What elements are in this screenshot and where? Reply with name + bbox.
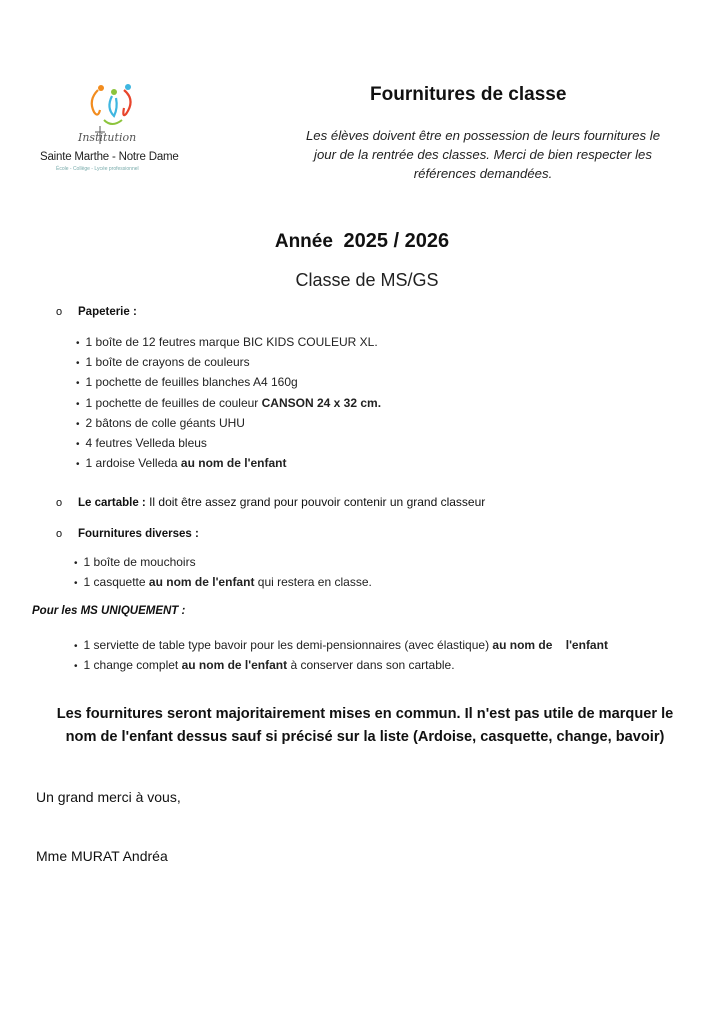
- intro-line: références demandées.: [413, 166, 553, 181]
- diverses-list: [74, 553, 372, 593]
- cartable-text: Il doit être assez grand pour pouvoir contenir un grand classeur: [145, 495, 486, 509]
- list-item: • 1 pochette de feuilles de couleur CANSON 24 x 32 cm.: [76, 394, 381, 414]
- ms-list: [74, 636, 608, 676]
- page-title: Fournitures de classe: [370, 84, 567, 105]
- list-item: • 1 boîte de mouchoirs: [74, 553, 372, 573]
- circle-bullet-icon: o: [56, 306, 63, 318]
- list-item: • 1 change complet au nom de l'enfant à conserver dans son cartable.: [74, 656, 608, 676]
- section-ms-heading: Pour les MS UNIQUEMENT :: [32, 605, 186, 617]
- intro-text: [268, 126, 698, 183]
- closing-thanks: Un grand merci à vous,: [36, 789, 181, 805]
- logo-script-text: Institution: [78, 131, 137, 144]
- list-item: • 2 bâtons de colle géants UHU: [76, 414, 381, 434]
- list-item: • 1 boîte de crayons de couleurs: [76, 353, 381, 373]
- section-title: Fournitures diverses :: [78, 528, 199, 540]
- circle-bullet-icon: o: [56, 497, 63, 509]
- papeterie-list: [76, 333, 381, 474]
- school-logo-icon: [38, 78, 198, 178]
- section-cartable: [56, 495, 485, 509]
- note-line: nom de l'enfant dessus sauf si précisé sur la liste (Ardoise, casquette, change, bavoir): [65, 729, 665, 745]
- year-value: 2025 / 2026: [343, 230, 450, 252]
- list-item: • 1 casquette au nom de l'enfant qui restera en classe.: [74, 573, 372, 593]
- list-item: • 4 feutres Velleda bleus: [76, 434, 381, 454]
- school-year: [0, 230, 724, 253]
- signature: Mme MURAT Andréa: [36, 848, 168, 864]
- shared-supplies-note: [20, 703, 710, 749]
- note-line: Les fournitures seront majoritairement mises en commun. Il n'est pas utile de marquer le: [56, 706, 674, 722]
- logo-school-name: Sainte Marthe - Notre Dame: [40, 151, 179, 163]
- list-item: • 1 pochette de feuilles blanches A4 160g: [76, 373, 381, 393]
- section-title: Le cartable :: [78, 497, 146, 509]
- intro-line: Les élèves doivent être en possession de leurs fournitures le: [305, 128, 661, 143]
- section-diverses-heading: [56, 528, 199, 540]
- section-papeterie-heading: [56, 306, 137, 318]
- list-item: • 1 ardoise Velleda au nom de l'enfant: [76, 454, 381, 474]
- year-label: Année: [274, 231, 333, 252]
- circle-bullet-icon: o: [56, 528, 63, 540]
- intro-line: jour de la rentrée des classes. Merci de bien respecter les: [314, 147, 652, 162]
- list-item: • 1 serviette de table type bavoir pour les demi-pensionnaires (avec élastique) au nom de l'enfant: [74, 636, 608, 656]
- logo-subtitle: École - Collège - Lycée professionnel: [56, 166, 139, 172]
- class-name: Classe de MS/GS: [295, 270, 439, 290]
- section-title: Papeterie :: [78, 306, 137, 318]
- list-item: • 1 boîte de 12 feutres marque BIC KIDS COULEUR XL.: [76, 333, 381, 353]
